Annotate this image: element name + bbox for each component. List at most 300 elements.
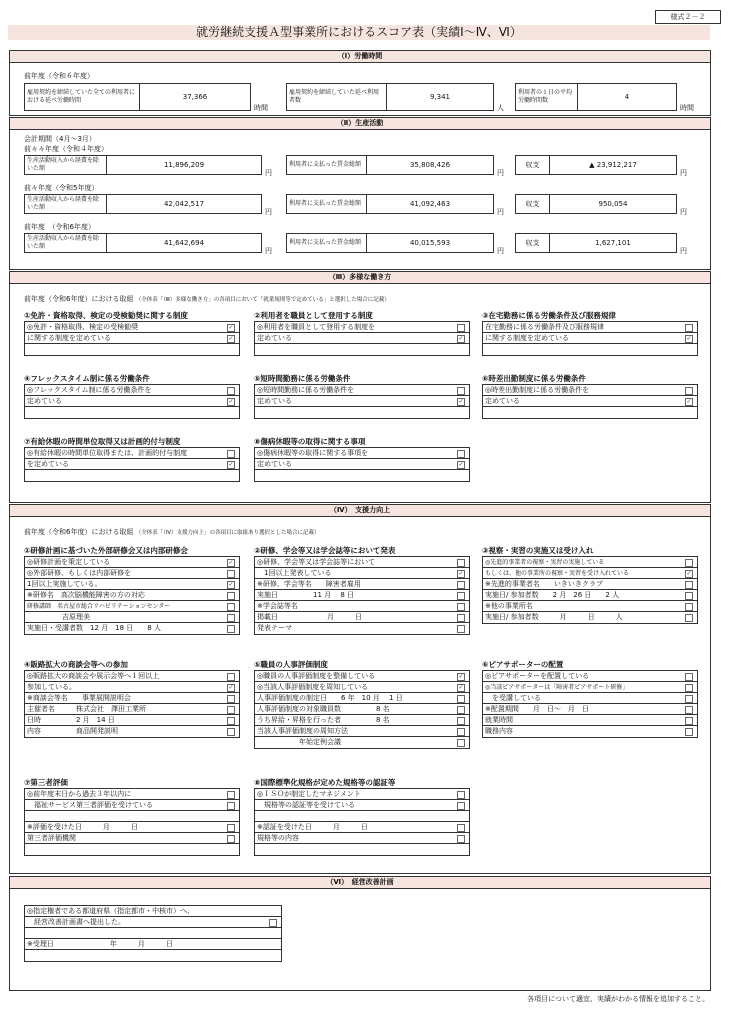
- checkbox[interactable]: [227, 717, 235, 725]
- wage-value: 35,808,426: [409, 161, 451, 169]
- wage-label: 利用者に支払った賃金総額: [287, 195, 367, 213]
- row-text: ◎当該ピアサポーターは「障害者ピアサポート研修」: [485, 684, 629, 691]
- checkbox[interactable]: [227, 581, 235, 589]
- card-row: [25, 833, 239, 844]
- row-text: 参加している。: [27, 683, 76, 691]
- card-row: [255, 459, 469, 470]
- card-row: [483, 726, 697, 737]
- card-row: [483, 322, 697, 333]
- avg-hours-box: [515, 83, 677, 111]
- row-text: 1回以上発表している: [257, 569, 332, 577]
- checkbox[interactable]: [227, 684, 235, 692]
- row-text: 掲載日 月 日: [257, 613, 362, 621]
- row-text: 当該人事評価制度の周知方法: [257, 727, 348, 735]
- checkbox[interactable]: [457, 673, 465, 681]
- row-text: ◎前年度末日から過去３年以内に: [27, 790, 132, 798]
- card-title: ⑥時差出勤制度に係る労働条件: [482, 374, 586, 383]
- row-text: 実施日/ 参加者数 月 日 人: [485, 613, 623, 621]
- section-diverse-work: [9, 271, 711, 503]
- section-header: （Ⅵ） 経営改善計画: [10, 877, 710, 889]
- income-box: [24, 194, 262, 214]
- checkbox[interactable]: [457, 728, 465, 736]
- card-row: [25, 693, 239, 704]
- form-number: 様式２－２: [655, 10, 721, 24]
- checkbox[interactable]: [685, 592, 693, 600]
- checkbox[interactable]: [227, 461, 235, 469]
- score-card: [24, 777, 240, 856]
- score-card: [254, 373, 470, 419]
- card-row: [255, 737, 469, 748]
- row-text: ※商談会等名 事業展開説明会: [27, 694, 131, 702]
- card-body: [254, 321, 470, 356]
- row-text: 福祉サービス第三者評価を受けている: [27, 801, 153, 809]
- card-row: [255, 322, 469, 333]
- checkbox[interactable]: [227, 324, 235, 332]
- checkbox[interactable]: [227, 335, 235, 343]
- row-text: もしくは、他の事業所の視察・実習を受け入れている: [485, 570, 630, 577]
- wage-value: 41,092,463: [409, 200, 451, 208]
- checkbox[interactable]: [227, 559, 235, 567]
- wage-box: [286, 155, 494, 175]
- income-box: [24, 155, 262, 175]
- checkbox[interactable]: [227, 706, 235, 714]
- row-text: 定めている: [257, 460, 292, 468]
- row-text: ◎免許・資格取得、検定の受検勧奨: [27, 323, 139, 331]
- row-text: ◎ピアサポーターを配置している: [485, 672, 590, 680]
- card-row: [25, 789, 239, 800]
- card-row: [255, 333, 469, 344]
- total-hours-box: [24, 83, 251, 111]
- section-production: [9, 117, 711, 270]
- row-text: ◎短時間勤務に係る労働条件を: [257, 386, 355, 394]
- balance-label: 収支: [516, 156, 550, 174]
- card-row: [255, 715, 469, 726]
- card-row: [25, 579, 239, 590]
- checkbox[interactable]: [457, 398, 465, 406]
- total-users-box: [286, 83, 494, 111]
- row-text: ※受理日 年 月 日: [27, 940, 173, 948]
- card-row: [255, 385, 469, 396]
- checkbox[interactable]: [685, 717, 693, 725]
- card-row: [255, 822, 469, 833]
- card-row: [255, 800, 469, 811]
- row-text: 人事評価制度の対象職員数 8 名: [257, 705, 390, 713]
- avg-hours-value: 4: [624, 93, 630, 101]
- row-text: 年始定例会議: [257, 738, 341, 746]
- card-row: [25, 568, 239, 579]
- row-text: 人事評価制度の制定日 6 年 10 月 1 日: [257, 694, 403, 702]
- card-row: [483, 601, 697, 612]
- checkbox[interactable]: [227, 791, 235, 799]
- card-row: [25, 800, 239, 811]
- page-title: 就労継続支援Ａ型事業所におけるスコア表（実績Ⅰ～Ⅳ、Ⅵ）: [8, 25, 710, 40]
- card-title: ②利用者を職員として登用する制度: [254, 311, 373, 320]
- balance-label: 収支: [516, 234, 550, 252]
- row-text: 研修講師 名古屋市総合リハビリテーションセンター: [27, 603, 171, 610]
- checkbox[interactable]: [685, 614, 693, 622]
- card-row: [25, 822, 239, 833]
- card-body: [24, 447, 240, 482]
- card-row: [255, 590, 469, 601]
- row-text: ※配置期間 月 日～ 月 日: [485, 705, 589, 713]
- row-text: 規格等の認証等を受けている: [257, 801, 355, 809]
- card-body: [482, 556, 698, 624]
- score-card: [24, 436, 240, 482]
- row-text: 規格等の内容: [257, 834, 299, 842]
- checkbox[interactable]: [457, 739, 465, 747]
- card-title: ①研修計画に基づいた外部研修会又は内部研修会: [24, 546, 188, 555]
- card-row: [255, 811, 469, 822]
- unit: 円: [497, 247, 504, 255]
- section-header: （Ⅱ）生産活動: [10, 118, 710, 130]
- unit: 時間: [680, 104, 694, 112]
- wage-value: 40,015,593: [409, 239, 451, 247]
- checkbox[interactable]: [685, 398, 693, 406]
- card-row: [25, 322, 239, 333]
- card-row: [483, 612, 697, 623]
- wage-label: 利用者に支払った賃金総額: [287, 156, 367, 174]
- card-row: [25, 811, 239, 822]
- card-body: [254, 384, 470, 419]
- checkbox[interactable]: [227, 387, 235, 395]
- checkbox[interactable]: [227, 570, 235, 578]
- score-card: [482, 545, 698, 624]
- section-header: （Ⅳ） 支援力向上: [10, 505, 710, 517]
- checkbox[interactable]: [457, 603, 465, 611]
- unit: 円: [265, 247, 272, 255]
- total-hours-value: 37,366: [182, 93, 208, 101]
- card-row: [25, 623, 239, 634]
- checkbox[interactable]: [685, 603, 693, 611]
- checkbox[interactable]: [227, 824, 235, 832]
- checkbox[interactable]: [685, 324, 693, 332]
- row-text: ※学会誌等名: [257, 602, 298, 610]
- card-row: [483, 568, 697, 579]
- score-card: [254, 436, 470, 482]
- checkbox[interactable]: [685, 673, 693, 681]
- row-text: 職務内容: [485, 727, 513, 735]
- card-title: ⑤短時間勤務に係る労働条件: [254, 374, 351, 383]
- checkbox[interactable]: [457, 592, 465, 600]
- checkbox[interactable]: [457, 570, 465, 578]
- checkbox[interactable]: [227, 802, 235, 810]
- row-text: ※研修名 高次脳機能障害の方の対応: [27, 591, 145, 599]
- card-row: [255, 682, 469, 693]
- card-body: [254, 670, 470, 749]
- card-title: ⑥ピアサポーターの配置: [482, 660, 564, 669]
- card-body: [24, 384, 240, 419]
- card-row: [255, 726, 469, 737]
- income-value: 42,042,517: [163, 200, 205, 208]
- wage-box: [286, 233, 494, 253]
- card-row: [25, 470, 239, 481]
- row-text: ※他の事業所名: [485, 602, 533, 610]
- card-row: [483, 557, 697, 568]
- row-text: に関する制度を定めている: [27, 334, 111, 342]
- row-text: ◎職員の人事評価制度を整備している: [257, 672, 376, 680]
- checkbox[interactable]: [457, 387, 465, 395]
- checkbox[interactable]: [457, 695, 465, 703]
- card-row: [255, 833, 469, 844]
- checkbox[interactable]: [457, 802, 465, 810]
- card-row: [483, 385, 697, 396]
- card-body: [24, 556, 240, 635]
- card-row: [25, 459, 239, 470]
- row-text: 実施日 11 月 8 日: [257, 591, 355, 599]
- section-header: （Ⅰ）労働時間: [10, 51, 710, 63]
- card-row: [255, 557, 469, 568]
- card-title: ④販路拡大の商談会等への参加: [24, 660, 128, 669]
- row-text: ◎研修計画を策定している: [27, 558, 111, 566]
- card-row: [25, 726, 239, 737]
- checkbox[interactable]: [227, 398, 235, 406]
- row-text: を定めている: [27, 460, 69, 468]
- income-label: 生産活動収入から経費を除いた額: [25, 156, 107, 174]
- income-label: 生産活動収入から経費を除いた額: [25, 195, 107, 213]
- intro-text: 前年度（令和6年度）における取組 （全体表「（Ⅲ）多様な働き方」の各項目において「就業規則等で定めている」と選択した場合に記載）: [24, 295, 390, 303]
- checkbox[interactable]: [457, 835, 465, 843]
- unit: 円: [497, 169, 504, 177]
- checkbox[interactable]: [457, 559, 465, 567]
- income-value: 41,642,694: [163, 239, 205, 247]
- card-row: [255, 671, 469, 682]
- card-row: [255, 470, 469, 481]
- card-row: [483, 704, 697, 715]
- card-row: [25, 939, 281, 950]
- checkbox[interactable]: [227, 728, 235, 736]
- balance-value: ▲ 23,912,217: [589, 161, 637, 169]
- row-text: 在宅勤務に係る労働条件及び服務規律: [485, 323, 604, 331]
- row-text: ◎傷病休暇等の取得に関する事項を: [257, 449, 369, 457]
- unit: 円: [497, 208, 504, 216]
- card-row: [255, 704, 469, 715]
- card-title: ⑧傷病休暇等の取得に関する事項: [254, 437, 366, 446]
- intro-text: 前年度（令和6年度）における取組 （全体表「（Ⅳ）支援力向上」の各項目に取組あり選択とした場合に記載）: [24, 528, 320, 536]
- section-improvement-plan: [9, 876, 711, 991]
- checkbox[interactable]: [457, 461, 465, 469]
- row-text: ※評価を受けた日 月 日: [27, 823, 138, 831]
- income-label: 生産活動収入から経費を除いた額: [25, 234, 107, 252]
- accounting-period: 会計期間（4月～3月）: [24, 135, 96, 143]
- card-row: [255, 344, 469, 355]
- row-text: 経営改善計画書へ提出した。: [27, 918, 125, 926]
- card-row: [255, 844, 469, 855]
- score-card: [24, 373, 240, 419]
- row-text: うち昇給・昇格を行った者 8 名: [257, 716, 390, 724]
- balance-value: 1,627,101: [595, 239, 631, 247]
- checkbox[interactable]: [685, 387, 693, 395]
- card-row: [255, 568, 469, 579]
- row-text: ◎利用者を職員として登用する制度を: [257, 323, 376, 331]
- row-text: 定めている: [257, 334, 292, 342]
- card-title: ⑧国際標準化規格が定めた規格等の認証等: [254, 778, 396, 787]
- period-label: 前年度（令和６年度）: [24, 72, 94, 80]
- card-row: [25, 601, 239, 612]
- card-body: [254, 447, 470, 482]
- card-row: [255, 789, 469, 800]
- income-box: [24, 233, 262, 253]
- card-row: [255, 448, 469, 459]
- card-row: [255, 579, 469, 590]
- improvement-plan-card: [24, 905, 282, 962]
- checkbox[interactable]: [227, 695, 235, 703]
- card-row: [483, 671, 697, 682]
- checkbox[interactable]: [685, 570, 693, 578]
- card-row: [255, 623, 469, 634]
- card-body: [482, 384, 698, 419]
- checkbox[interactable]: [227, 625, 235, 633]
- total-users-value: 9,341: [429, 93, 451, 101]
- checkbox[interactable]: [457, 450, 465, 458]
- checkbox[interactable]: [685, 706, 693, 714]
- card-row: [255, 407, 469, 418]
- card-row: [25, 928, 281, 939]
- card-row: [483, 715, 697, 726]
- row-text: ◎販路拡大の商談会や展示会等へ１回以上: [27, 672, 160, 680]
- checkbox[interactable]: [457, 625, 465, 633]
- score-card: [24, 310, 240, 356]
- year-label: 前々年度（令和5年度）: [24, 184, 99, 192]
- wage-label: 利用者に支払った賃金総額: [287, 234, 367, 252]
- row-text: 実施日・受講者数 12 月 18 日 8 人: [27, 624, 161, 632]
- checkbox[interactable]: [685, 335, 693, 343]
- card-row: [255, 601, 469, 612]
- checkbox[interactable]: [457, 614, 465, 622]
- row-text: ◎当該人事評価制度を周知している: [257, 683, 369, 691]
- score-card: [482, 373, 698, 419]
- checkbox[interactable]: [685, 728, 693, 736]
- row-text: ◎外部研修、もしくは内部研修を: [27, 569, 132, 577]
- checkbox[interactable]: [457, 335, 465, 343]
- card-row: [483, 682, 697, 693]
- unit: 時間: [254, 104, 268, 112]
- card-row: [25, 385, 239, 396]
- checkbox[interactable]: [227, 592, 235, 600]
- card-row: [483, 396, 697, 407]
- unit: 円: [265, 169, 272, 177]
- income-value: 11,896,209: [163, 161, 205, 169]
- checkbox[interactable]: [685, 684, 693, 692]
- card-title: ③在宅勤務に係る労働条件及び服務規律: [482, 311, 616, 320]
- checkbox[interactable]: [685, 581, 693, 589]
- card-row: [483, 333, 697, 344]
- card-row: [483, 344, 697, 355]
- checkbox[interactable]: [457, 824, 465, 832]
- checkbox[interactable]: [685, 559, 693, 567]
- score-card: [24, 545, 240, 635]
- card-row: [483, 693, 697, 704]
- card-row: [255, 612, 469, 623]
- checkbox[interactable]: [457, 791, 465, 799]
- card-row: [25, 917, 281, 928]
- card-row: [483, 579, 697, 590]
- row-text: 実施日/ 参加者数 2 月 26 日 2 人: [485, 591, 620, 599]
- row-text: 発表テーマ: [257, 624, 292, 632]
- checkbox[interactable]: [457, 706, 465, 714]
- checkbox[interactable]: [457, 684, 465, 692]
- card-title: ④フレックスタイム制に係る労働条件: [24, 374, 150, 383]
- unit: 円: [680, 169, 687, 177]
- row-text: ◎研修、学会等又は学会誌等において: [257, 558, 376, 566]
- checkbox[interactable]: [457, 717, 465, 725]
- section-header: （Ⅲ）多様な働き方: [10, 272, 710, 284]
- row-text: 吉原理美: [27, 613, 90, 621]
- row-text: 定めている: [485, 397, 520, 405]
- card-row: [25, 557, 239, 568]
- balance-label: 収支: [516, 195, 550, 213]
- unit: 人: [497, 104, 504, 112]
- card-row: [25, 671, 239, 682]
- card-row: [255, 396, 469, 407]
- card-row: [25, 407, 239, 418]
- score-card: [482, 659, 698, 738]
- card-body: [254, 556, 470, 635]
- card-row: [25, 906, 281, 917]
- row-text: ◎有給休暇の時間単位取得または、計画的付与制度: [27, 449, 188, 457]
- card-row: [25, 950, 281, 961]
- unit: 円: [680, 208, 687, 216]
- score-card: [482, 310, 698, 356]
- balance-box: [515, 233, 677, 253]
- card-row: [483, 407, 697, 418]
- card-title: ⑦有給休暇の時間単位取得又は計画的付与制度: [24, 437, 181, 446]
- unit: 円: [265, 208, 272, 216]
- card-row: [25, 844, 239, 855]
- total-hours-label: 雇用契約を締結していた全ての利用者における延べ労働時間: [25, 84, 140, 110]
- card-row: [483, 590, 697, 601]
- checkbox[interactable]: [457, 581, 465, 589]
- card-row: [25, 704, 239, 715]
- checkbox[interactable]: [457, 324, 465, 332]
- section-labor-hours: [9, 50, 711, 116]
- checkbox[interactable]: [227, 614, 235, 622]
- row-text: に関する制度を定めている: [485, 334, 569, 342]
- checkbox[interactable]: [227, 673, 235, 681]
- card-title: ③視察・実習の実施又は受け入れ: [482, 546, 594, 555]
- card-row: [25, 344, 239, 355]
- card-title: ②研修、学会等又は学会誌等において発表: [254, 546, 396, 555]
- row-text: ◎フレックスタイム制に係る労働条件を: [27, 386, 152, 394]
- card-title: ①免許・資格取得、検定の受検勧奨に関する制度: [24, 311, 188, 320]
- checkbox[interactable]: [227, 450, 235, 458]
- total-users-label: 雇用契約を締結していた延べ利用者数: [287, 84, 387, 110]
- score-card: [254, 545, 470, 635]
- row-text: 就業時間: [485, 716, 513, 724]
- row-text: ※研修、学会等名 障害者雇用: [257, 580, 361, 588]
- checkbox[interactable]: [227, 835, 235, 843]
- row-text: ◎ＩＳＯが制定したマネジメント: [257, 790, 361, 798]
- score-card: [24, 659, 240, 738]
- balance-box: [515, 194, 677, 214]
- card-title: ⑤職員の人事評価制度: [254, 660, 328, 669]
- checkbox[interactable]: [227, 603, 235, 611]
- score-card: [254, 659, 470, 749]
- row-text: 日時 2 月 14 日: [27, 716, 115, 724]
- row-text: 主催者名 株式会社 澤田工業所: [27, 705, 146, 713]
- checkbox[interactable]: [685, 695, 693, 703]
- score-card: [254, 777, 470, 856]
- section-support: [9, 504, 711, 874]
- year-label: 前々々年度（令和４年度）: [24, 145, 108, 153]
- unit: 円: [680, 247, 687, 255]
- row-text: ◎先進的事業者の視察・実習の実施している: [485, 559, 605, 566]
- row-text: 定めている: [27, 397, 62, 405]
- row-text: ※認証を受けた日 月 日: [257, 823, 368, 831]
- card-body: [482, 321, 698, 356]
- wage-box: [286, 194, 494, 214]
- checkbox[interactable]: [269, 919, 277, 927]
- card-row: [25, 448, 239, 459]
